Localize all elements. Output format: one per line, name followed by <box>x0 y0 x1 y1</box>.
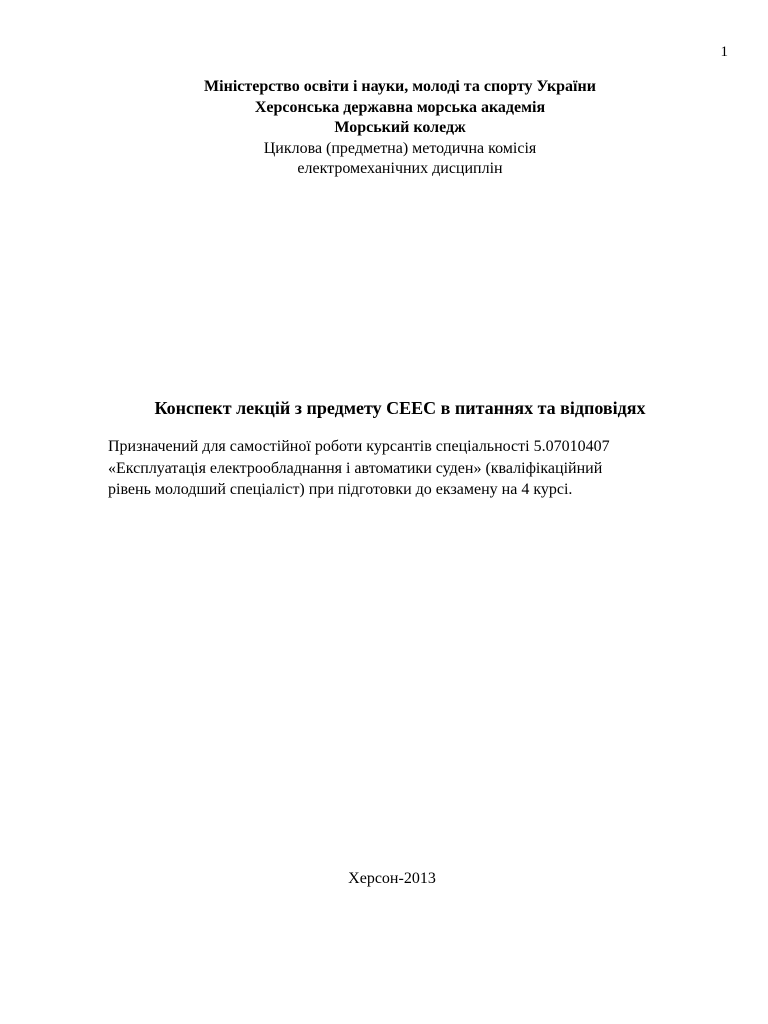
college-name: Морський коледж <box>334 119 466 136</box>
page-number: 1 <box>720 44 728 60</box>
commission-name-line2: електромеханічних дисциплін <box>297 160 503 177</box>
ministry-name: Міністерство освіти і науки, молоді та спорту України <box>204 78 596 95</box>
purpose-line: Призначений для самостійної роботи курсантів спеціальності 5.07010407 <box>108 438 610 455</box>
institution-header <box>0 77 768 180</box>
document-title: Конспект лекцій з предмету СЕЕС в питаннях та відповідях <box>154 398 646 418</box>
purpose-line: «Експлуатація електрообладнання і автоматики суден» (кваліфікаційний <box>108 459 603 477</box>
academy-name: Херсонська державна морська академія <box>254 98 546 116</box>
purpose-paragraph <box>108 436 708 501</box>
place-and-year: Херсон-2013 <box>348 870 436 887</box>
purpose-line: рівень молодший спеціаліст) при підготовки до екзамену на 4 курсі. <box>108 481 573 498</box>
commission-name-line1: Циклова (предметна) методична комісія <box>263 139 537 157</box>
